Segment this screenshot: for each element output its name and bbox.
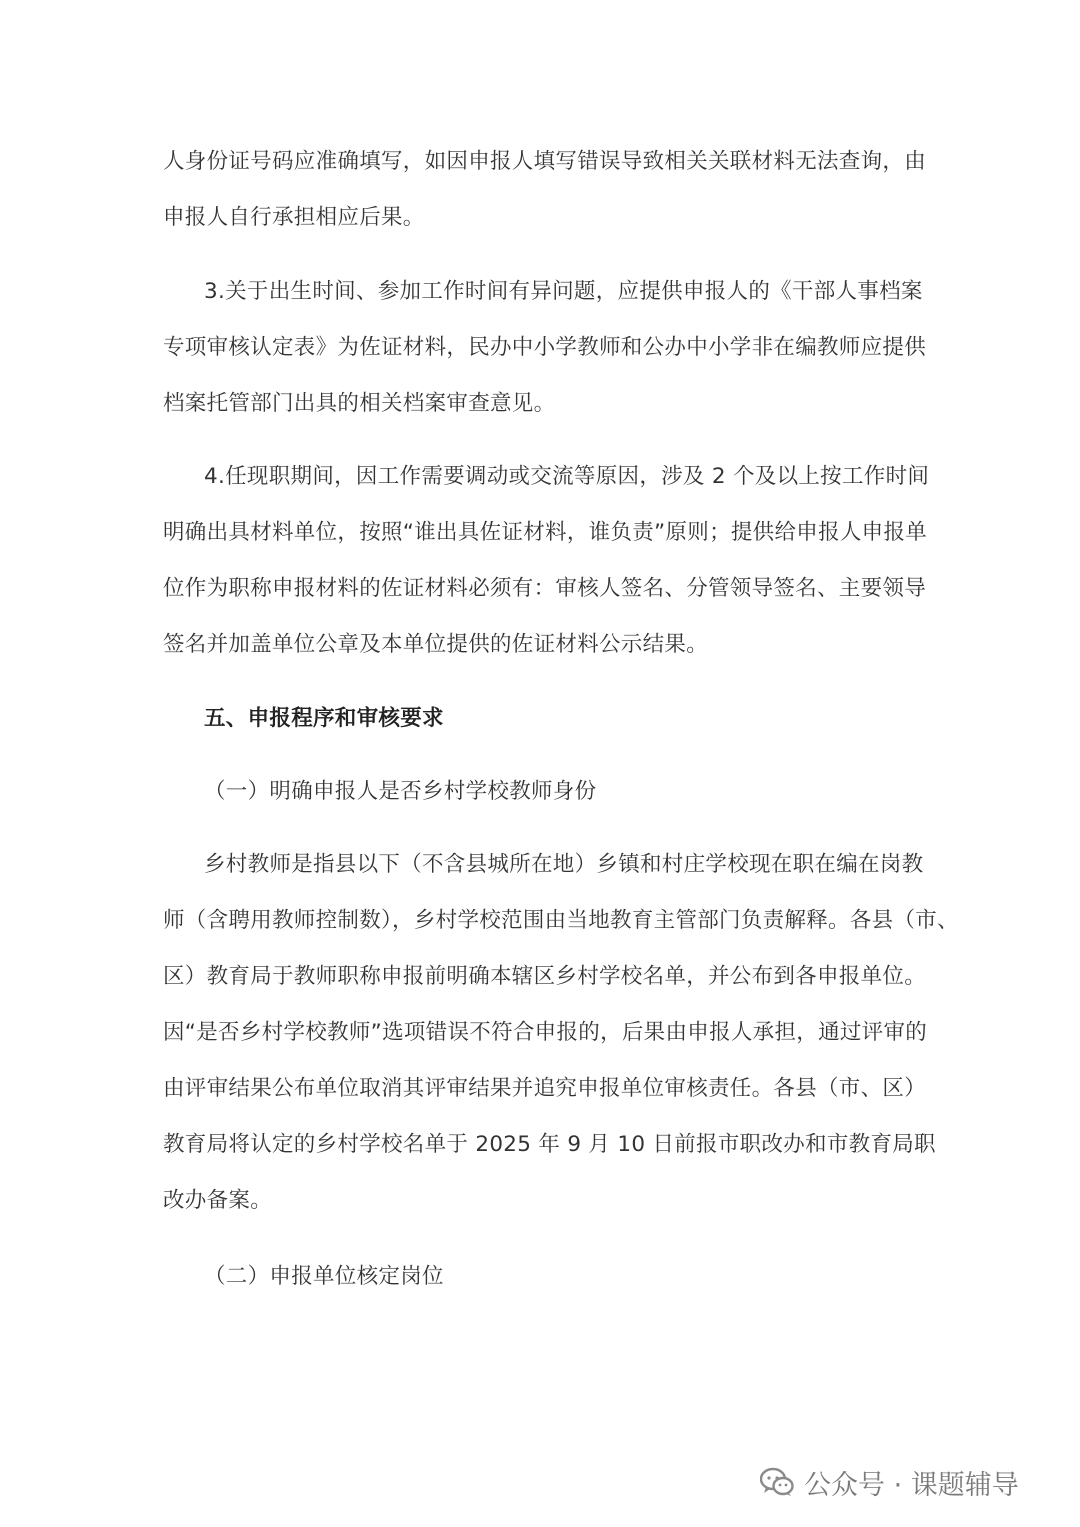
paragraph-line: 改办备案。 bbox=[163, 1188, 273, 1213]
wechat-icon bbox=[760, 1467, 794, 1497]
paragraph-line: 乡村教师是指县以下（不含县城所在地）乡镇和村庄学校现在职在编在岗教 bbox=[204, 852, 924, 877]
paragraph-line: 签名并加盖单位公章及本单位提供的佐证材料公示结果。 bbox=[163, 632, 709, 657]
paragraph-line: 档案托管部门出具的相关档案审查意见。 bbox=[163, 391, 556, 416]
paragraph-line: 3.关于出生时间、参加工作时间有异问题，应提供申报人的《干部人事档案 bbox=[204, 279, 923, 304]
paragraph-line: 明确出具材料单位，按照“谁出具佐证材料，谁负责”原则；提供给申报人申报单 bbox=[163, 520, 928, 545]
subsection-heading: （二）申报单位核定岗位 bbox=[204, 1264, 444, 1289]
paragraph-line: 因“是否乡村学校教师”选项错误不符合申报的，后果由申报人承担，通过评审的 bbox=[163, 1020, 928, 1045]
paragraph-line: 专项审核认定表》为佐证材料，民办中小学教师和公办中小学非在编教师应提供 bbox=[163, 335, 927, 360]
paragraph-line: 师（含聘用教师控制数），乡村学校范围由当地教育主管部门负责解释。各县（市、 bbox=[163, 908, 959, 933]
paragraph-line: 教育局将认定的乡村学校名单于 2025 年 9 月 10 日前报市职改办和市教育局职 bbox=[163, 1132, 936, 1157]
watermark-text: 公众号 · 课题辅导 bbox=[804, 1469, 1019, 1501]
paragraph-line: 申报人自行承担相应后果。 bbox=[163, 205, 425, 230]
section-heading: 五、申报程序和审核要求 bbox=[204, 706, 444, 731]
paragraph-line: 由评审结果公布单位取消其评审结果并追究申报单位审核责任。各县（市、区） bbox=[163, 1076, 927, 1101]
paragraph-line: 人身份证号码应准确填写，如因申报人填写错误导致相关关联材料无法查询，由 bbox=[163, 149, 927, 174]
paragraph-line: 4.任现职期间，因工作需要调动或交流等原因，涉及 2 个及以上按工作时间 bbox=[204, 464, 930, 489]
subsection-heading: （一）明确申报人是否乡村学校教师身份 bbox=[204, 779, 597, 804]
paragraph-line: 区）教育局于教师职称申报前明确本辖区乡村学校名单，并公布到各申报单位。 bbox=[163, 964, 927, 989]
paragraph-line: 位作为职称申报材料的佐证材料必须有：审核人签名、分管领导签名、主要领导 bbox=[163, 576, 927, 601]
wechat-watermark bbox=[760, 1462, 1019, 1502]
